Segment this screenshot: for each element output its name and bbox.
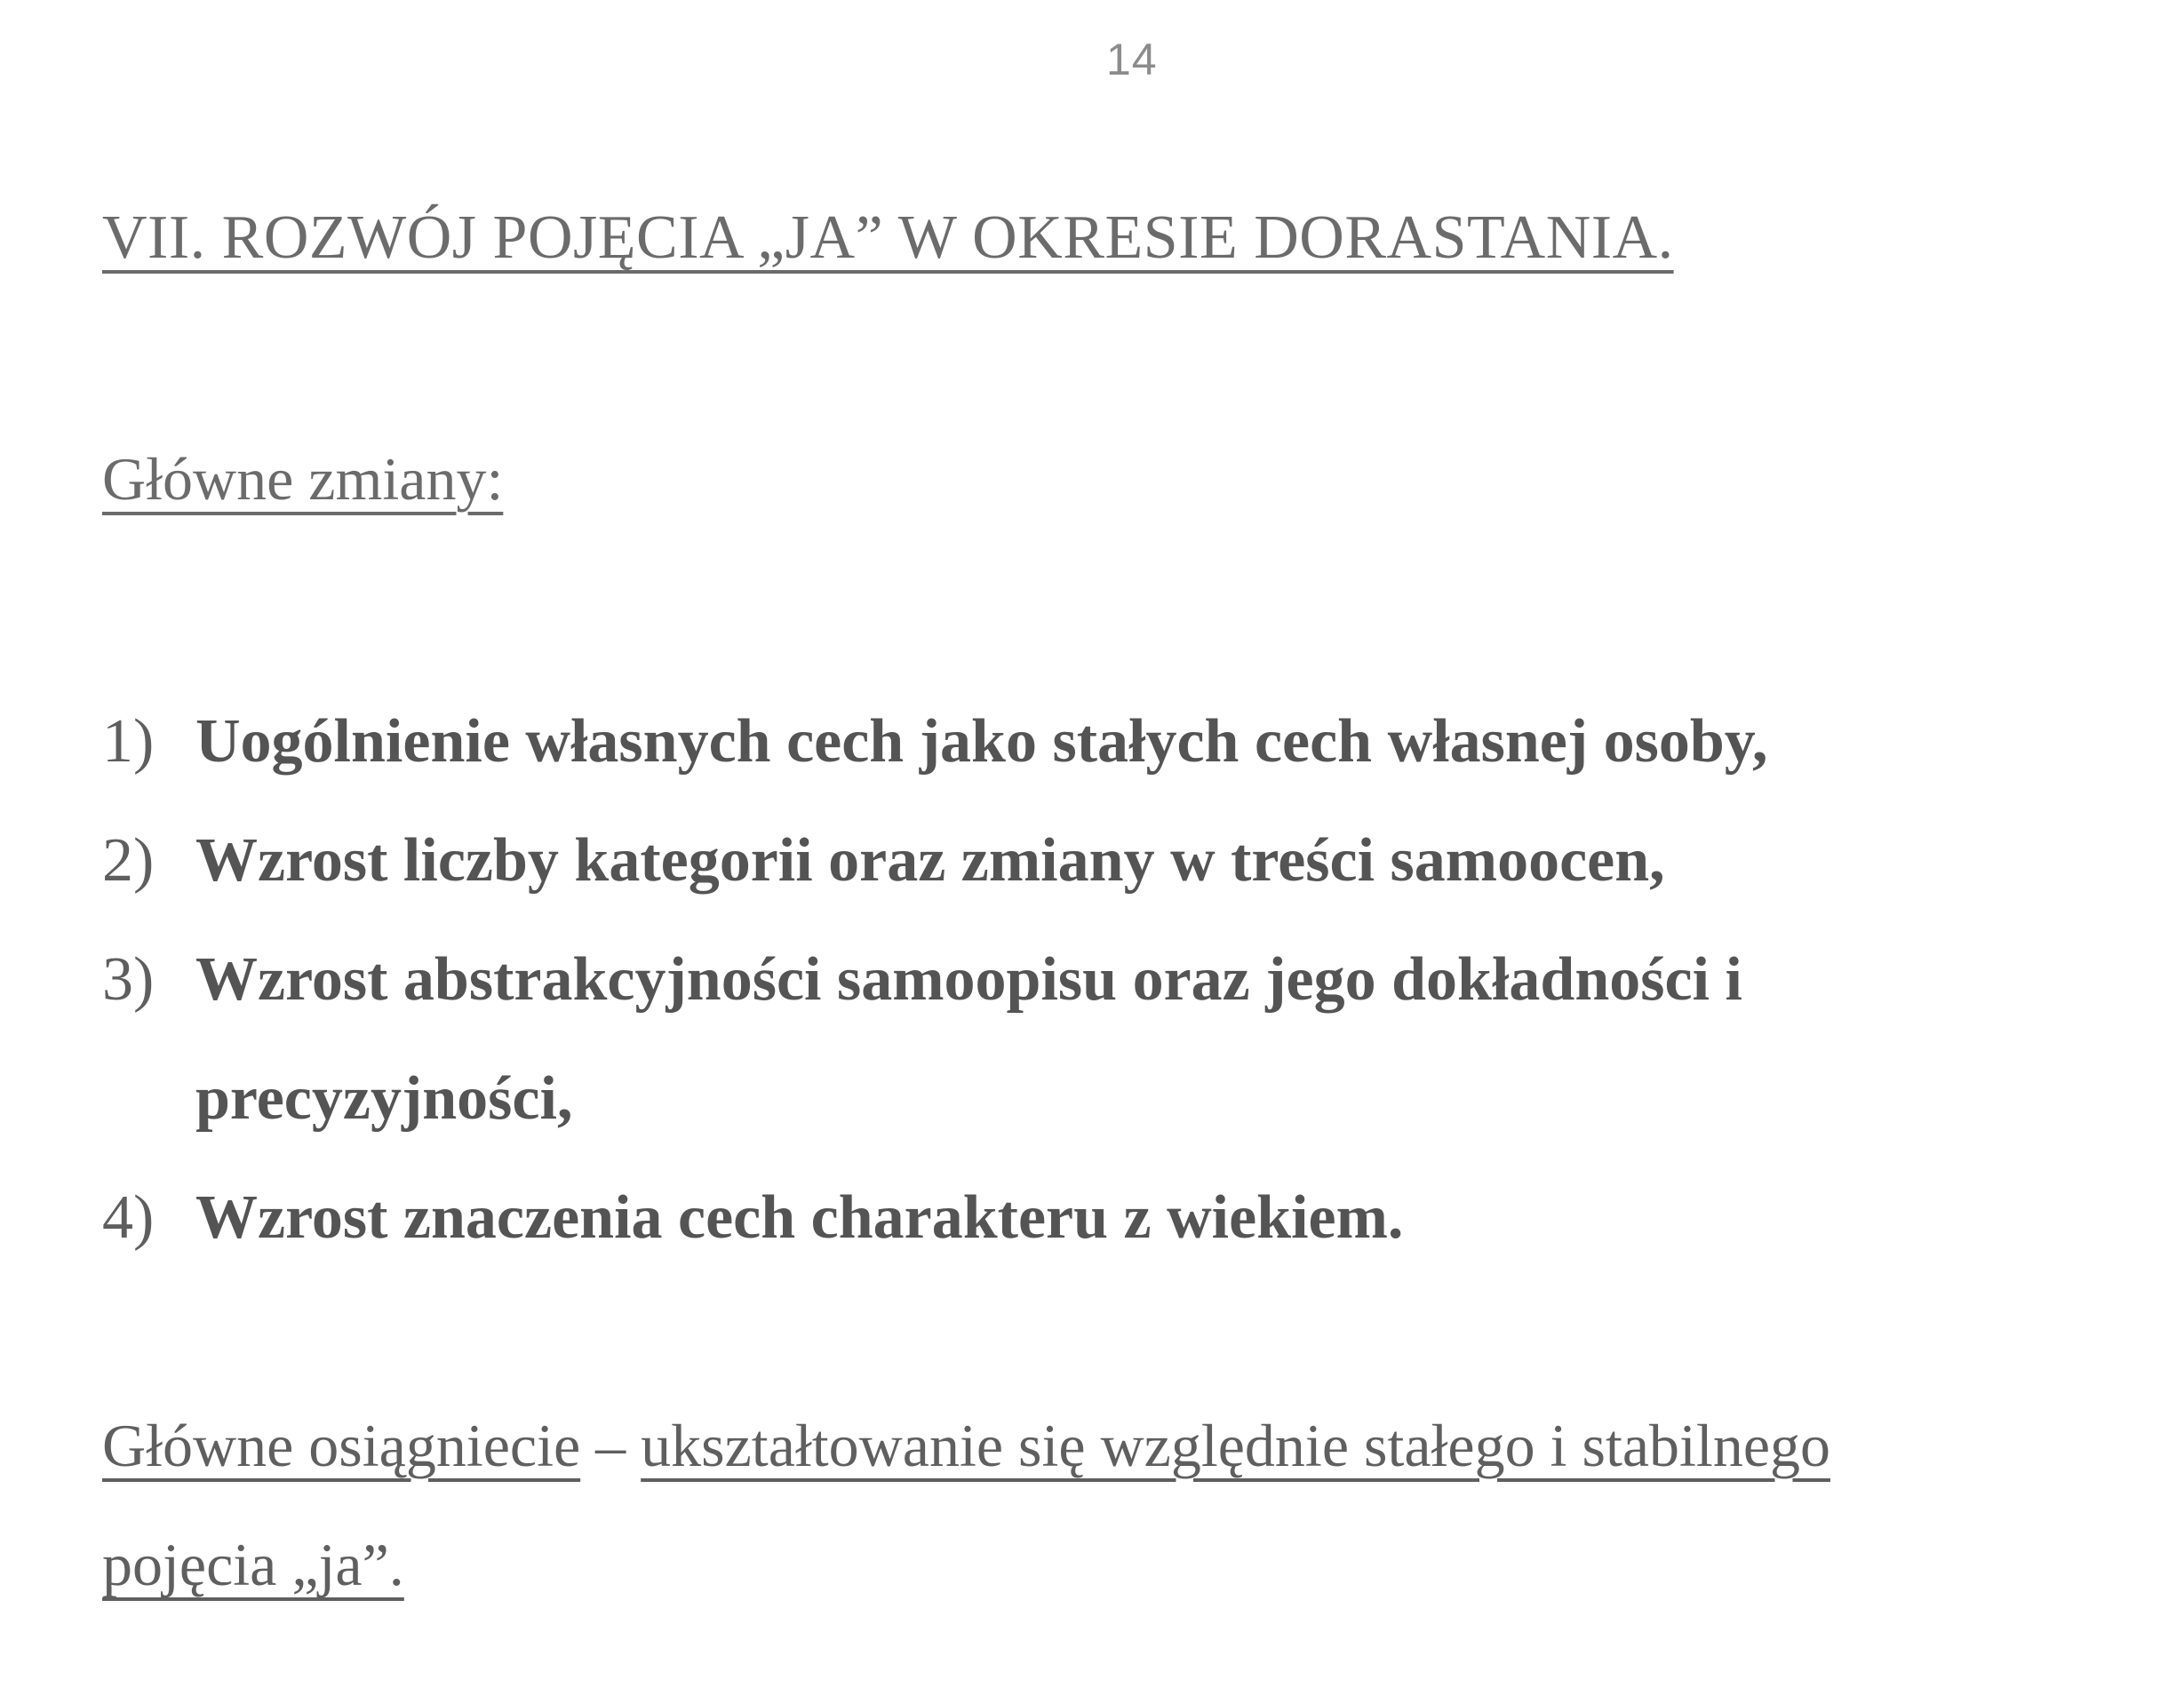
changes-list: [102, 682, 2101, 1278]
list-text-continuation: precyzyjności,: [195, 1064, 573, 1133]
list-number: 3): [102, 945, 155, 1014]
main-changes-heading: Główne zmiany:: [102, 445, 504, 513]
list-item: [102, 920, 2101, 1159]
dash-separator: –: [595, 1412, 626, 1479]
section-heading: VII. ROZWÓJ POJĘCIA „JA” W OKRESIE DORASTANIA.: [102, 203, 1674, 272]
main-achievement-text-continuation: pojęcia „ja”.: [102, 1531, 404, 1598]
list-number: 2): [102, 826, 155, 895]
main-achievement-line-2: [102, 1505, 2146, 1624]
list-number: 1): [102, 707, 155, 776]
main-achievement-label: Główne osiągniecie: [102, 1412, 581, 1479]
list-item: [102, 1159, 2101, 1278]
page-number: 14: [1106, 35, 1158, 84]
main-achievement-text: ukształtowanie się względnie stałego i stabilnego: [641, 1412, 1831, 1479]
list-number: 4): [102, 1183, 155, 1252]
main-achievement-line-1: [102, 1386, 2146, 1505]
list-text: Wzrost znaczenia cech charakteru z wiekiem.: [195, 1183, 1404, 1252]
list-item: [102, 682, 2101, 801]
list-text: Uogólnienie własnych cech jako stałych cech własnej osoby,: [195, 707, 1768, 776]
list-text: Wzrost abstrakcyjności samoopisu oraz jego dokładności i: [195, 945, 1742, 1014]
main-achievement: [102, 1386, 2146, 1624]
list-text: Wzrost liczby kategorii oraz zmiany w treści samoocen,: [195, 826, 1665, 895]
list-item: [102, 801, 2101, 920]
